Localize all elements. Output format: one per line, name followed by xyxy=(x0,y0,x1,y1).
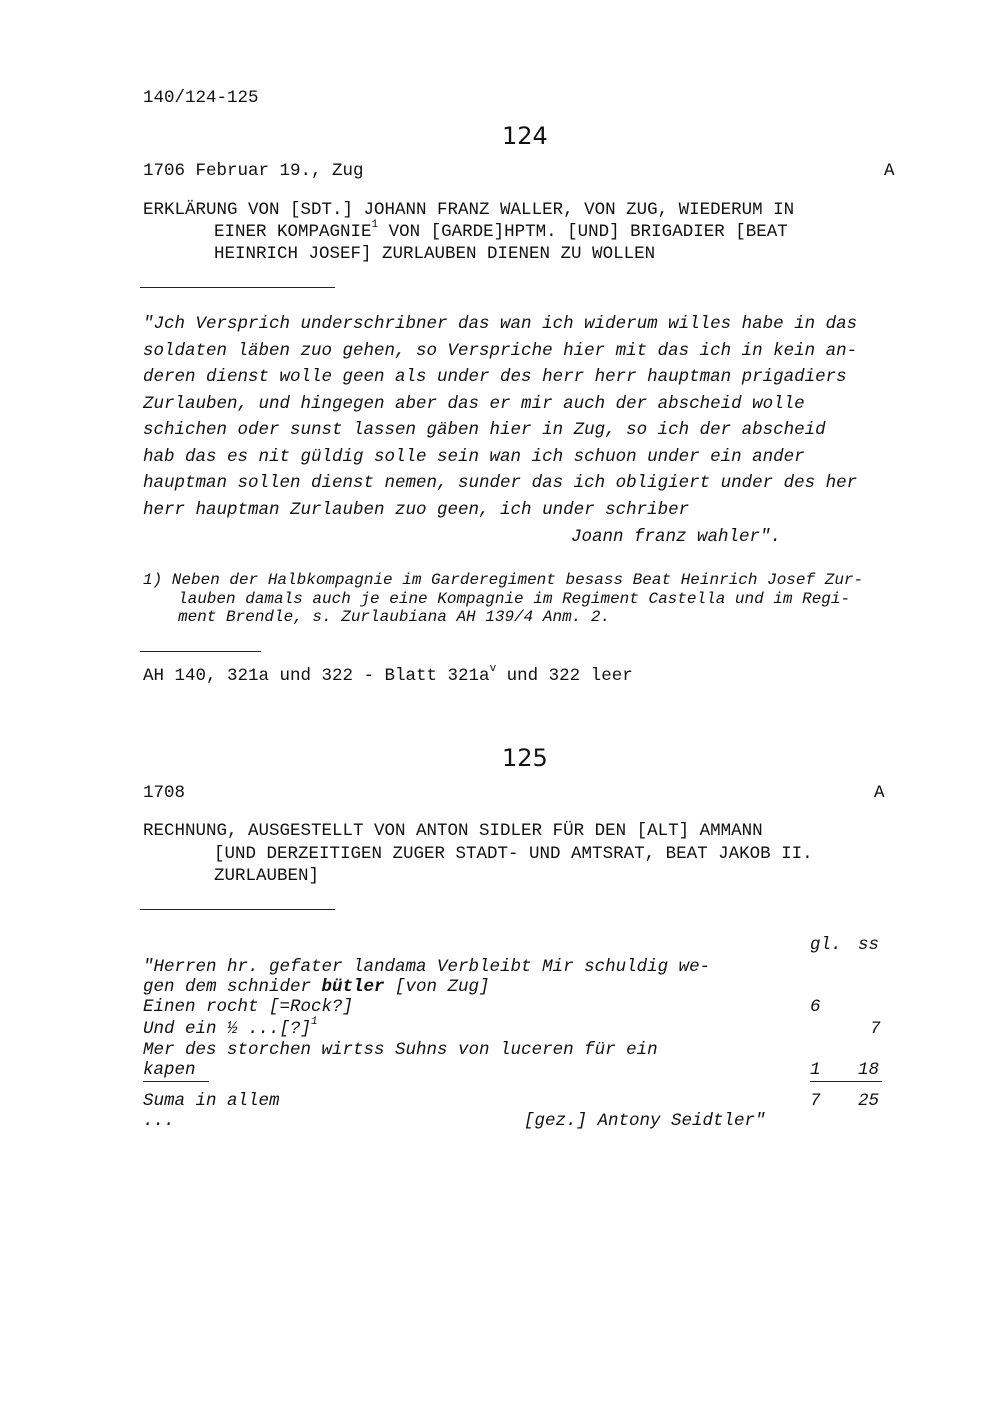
sum-ss: 25 xyxy=(858,1091,880,1111)
ellipsis: ... xyxy=(143,1111,175,1131)
footnote-line: ment Brendle, s. Zurlaubiana AH 139/4 Anm. 2. xyxy=(178,608,611,626)
account-intro-line: "Herren hr. gefater landama Verbleibt Mir schuldig we- xyxy=(143,957,711,977)
emphasized-name: bütler xyxy=(321,977,385,997)
text-line: soldaten läben zuo gehen, so Verspriche hier mit das ich in kein an- xyxy=(143,340,858,361)
text-line: schichen oder sunst lassen gäben hier in Zug, so ich der abscheid xyxy=(143,420,826,440)
page-reference: 140/124-125 xyxy=(143,88,259,108)
footnote-line: lauben damals auch je eine Kompagnie im Regiment Castella und im Regi- xyxy=(178,590,851,608)
text-line: "Jch Versprich underschribner das wan ich widerum willes habe in das xyxy=(143,314,858,334)
account-intro-line: gen dem schnider bütler [von Zug] xyxy=(143,977,490,997)
sum-gl: 7 xyxy=(810,1091,821,1111)
text-line: deren dienst wolle geen als under des herr herr hauptman prigadiers xyxy=(143,367,847,387)
document-classification: A xyxy=(884,161,895,181)
title-line: [UND DERZEITIGEN ZUGER STADT- UND AMTSRAT, BEAT JAKOB II. xyxy=(214,844,813,864)
document-date: 1708 xyxy=(143,783,186,803)
document-date-place: 1706 Februar 19., Zug xyxy=(143,161,364,181)
document-number-124: 124 xyxy=(502,122,548,150)
signature: Joann franz wahler". xyxy=(571,527,782,547)
document-classification: A xyxy=(874,783,885,803)
table-cell-ss: 7 xyxy=(870,1019,881,1039)
title-line: HEINRICH JOSEF] ZURLAUBEN DIENEN ZU WOLLEN xyxy=(214,244,656,264)
sum-label: Suma in allem xyxy=(143,1091,280,1111)
row-underline xyxy=(143,1081,209,1082)
section-divider xyxy=(140,287,335,288)
column-header-gl: gl. xyxy=(810,935,842,955)
sum-underline xyxy=(810,1081,882,1082)
text-line: herr hauptman Zurlauben zuo geen, ich under schriber xyxy=(143,499,690,520)
table-cell-gl: 6 xyxy=(810,997,821,1017)
column-header-ss: ss xyxy=(858,935,880,955)
table-cell-ss: 18 xyxy=(858,1060,880,1080)
table-row-label: Mer des storchen wirtss Suhns von luceren für ein xyxy=(143,1040,658,1060)
title-line: ERKLÄRUNG VON [SDT.] JOHANN FRANZ WALLER, VON ZUG, WIEDERUM IN xyxy=(143,200,795,220)
table-row-label: Und ein ½ ...[?]$^1$ xyxy=(143,1016,318,1039)
text-line: hauptman sollen dienst nemen, sunder das ich obligiert under des her xyxy=(143,473,858,493)
footnote-marker: 1 xyxy=(311,1016,318,1028)
table-row-label: kapen xyxy=(143,1060,196,1080)
text-line: hab das es nit güldig solle sein wan ich schuon under ein ander xyxy=(143,446,805,467)
table-row-label: Einen rocht [=Rock?] xyxy=(143,997,354,1017)
text-line: Zurlauben, und hingegen aber das er mir auch der abscheid wolle xyxy=(143,393,805,414)
title-line: ZURLAUBEN] xyxy=(214,866,320,886)
footnote-line: 1) Neben der Halbkompagnie im Garderegiment besass Beat Heinrich Josef Zur- xyxy=(143,571,864,589)
document-number-125: 125 xyxy=(502,744,548,772)
signature: [gez.] Antony Seidtler" xyxy=(524,1111,766,1131)
footnote-marker: 1 xyxy=(371,219,379,231)
table-cell-gl: 1 xyxy=(810,1060,821,1080)
document-transcription xyxy=(143,311,857,523)
title-line: EINER KOMPAGNIE$^1$ VON [GARDE]HPTM. [UND] BRIGADIER [BEAT xyxy=(214,219,788,242)
title-line: RECHNUNG, AUSGESTELLT VON ANTON SIDLER FÜR DEN [ALT] AMMANN xyxy=(143,821,763,841)
section-divider xyxy=(140,909,335,910)
section-divider xyxy=(140,651,261,652)
source-reference: AH 140, 321a und 322 - Blatt $321a^v$ und 322 leer xyxy=(143,663,633,686)
